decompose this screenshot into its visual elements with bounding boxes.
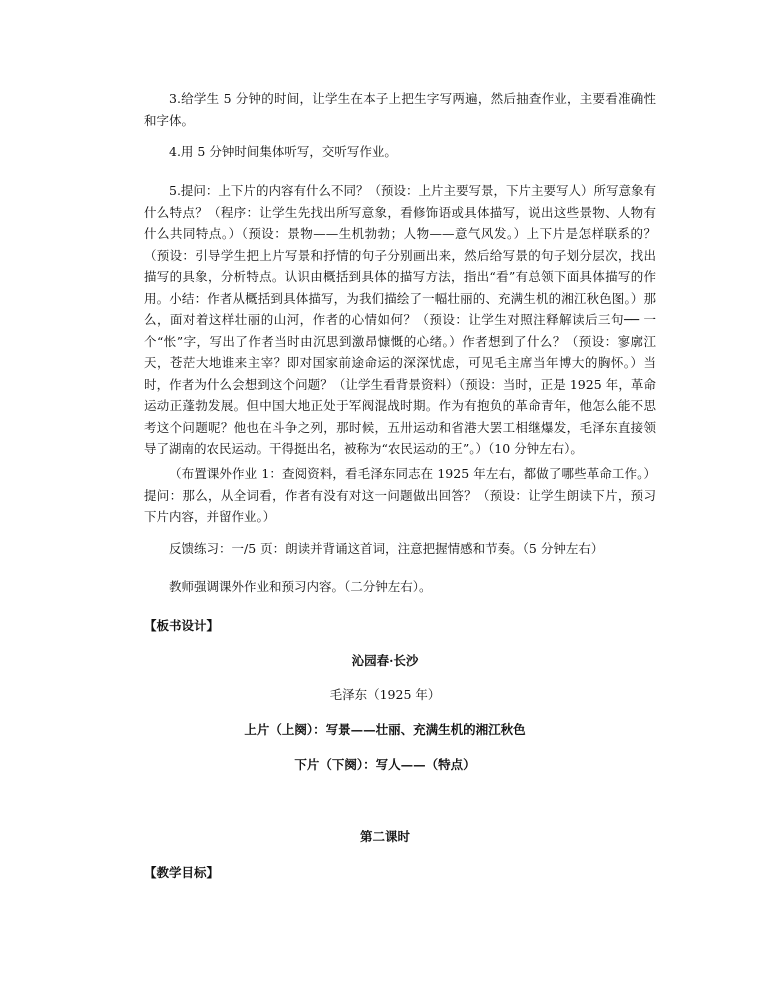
board-lower-part: 下片（下阕）：写人——（特点）	[294, 757, 476, 772]
board-design-heading: 【板书设计】	[144, 618, 220, 633]
paragraph-step-5: 5.提问：上下片的内容有什么不同？（预设：上片主要写景，下片主要写人）所写意象有什么特点？（程序：让学生先找出所写意象，看修饰语或具体描写，说出这些景物、人物有什么共同特点。）（预设：景物——生机勃勃；人物——意气风发。）上下片是怎样联系的？（预设：引导学生把上片写景和抒情的句子分别画出来，然后给写景的句子划分层次，找出描写的具象，分析特点。认识由概括到具体的描写方法，指出“看”有总领下面具体描写的作用。小结：作者从概括到具体描写，为我们描绘了一幅壮丽的、充满生机的湘江秋色图。）那么，面对着这样壮丽的山河，作者的心情如何？（预设：让学生对照注释解读后三句── 一个“怅”字，写出了作者当时由沉思到激昂慷慨的心绪。）作者想到了什么？（预设：寥廓江天，苍茫大地谁来主宰？即对国家前途命运的深深忧虑，可见毛主席当年博大的胸怀。）当时，作者为什么会想到这个问题？（让学生看背景资料）（预设：当时，正是 1925 年，革命运动正蓬勃发展。但中国大地正处于军阀混战时期。作为有抱负的革命青年，他怎么能不思考这个问题呢？他也在斗争之列，那时候，五卅运动和省港大罢工相继爆发，毛泽东直接领导了湖南的农民运动。干得挺出名，被称为“农民运动的王”。）（10 分钟左右）。	[144, 183, 656, 456]
teaching-objectives-heading: 【教学目标】	[144, 865, 220, 880]
paragraph-step-3: 3.给学生 5 分钟的时间，让学生在本子上把生字写两遍，然后抽查作业，主要看准确性和字体。	[144, 91, 656, 128]
poem-title: 沁园春·长沙	[351, 653, 419, 668]
paragraph-homework: （布置课外作业 1：查阅资料，看毛泽东同志在 1925 年左右，都做了哪些革命工作。）提问：那么，从全词看，作者有没有对这一问题做出回答？（预设：让学生朗读下片，预习下片内容，并留作业。）	[144, 466, 656, 524]
paragraph-feedback: 反馈练习：一/5 页：朗读并背诵这首词，注意把握情感和节奏。（5 分钟左右）	[169, 541, 604, 556]
board-upper-part: 上片（上阕）：写景——壮丽、充满生机的湘江秋色	[244, 722, 526, 737]
lesson-2-title: 第二课时	[359, 829, 410, 844]
poem-author: 毛泽东（1925 年）	[329, 687, 441, 702]
paragraph-step-4: 4.用 5 分钟时间集体听写，交听写作业。	[169, 144, 397, 159]
paragraph-teacher-emphasis: 教师强调课外作业和预习内容。（二分钟左右）。	[169, 579, 432, 594]
